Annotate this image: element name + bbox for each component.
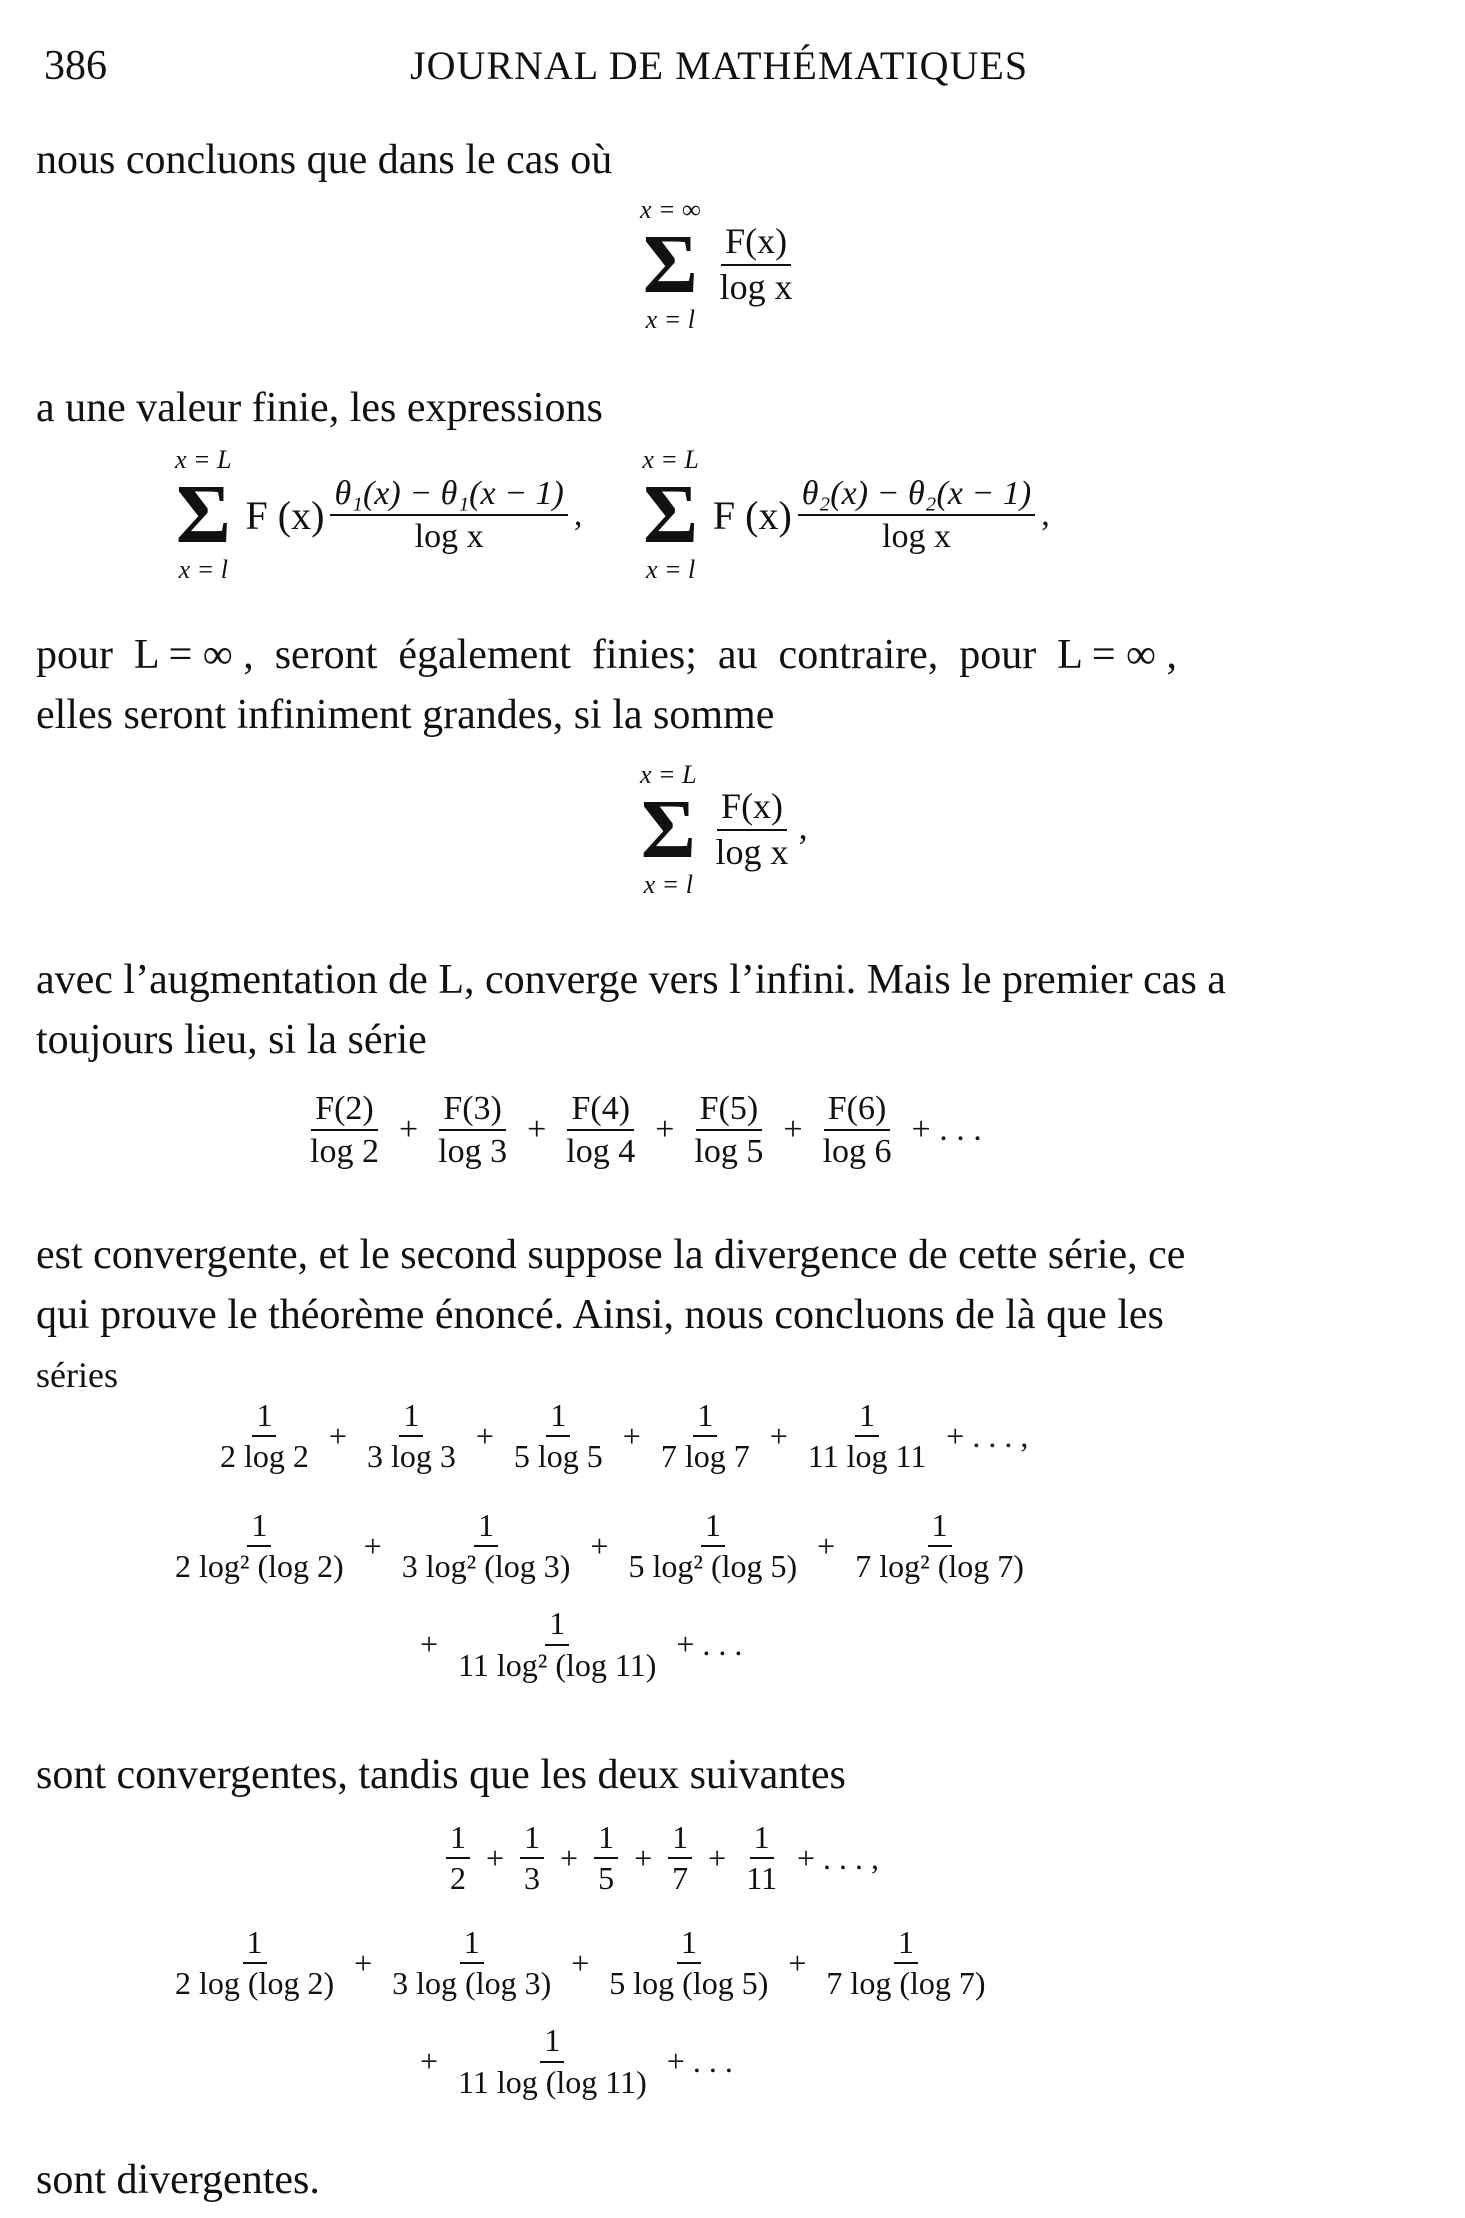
equation-series-F: [300, 1090, 992, 1171]
numerator: 1: [668, 1820, 692, 1859]
summation: [640, 760, 697, 900]
numerator: F(4): [567, 1090, 634, 1131]
paragraph-5: [36, 1225, 1436, 1405]
numerator: 1: [546, 1398, 570, 1437]
denominator: log x: [719, 267, 793, 307]
numerator: 1: [677, 1925, 701, 1964]
denominator: 3 log 3: [366, 1438, 456, 1475]
plus: +: [769, 1417, 788, 1454]
denominator: 5 log (log 5): [609, 1965, 769, 2002]
numerator: 1: [520, 1820, 544, 1859]
fraction: [716, 222, 797, 307]
numerator: F(x): [721, 222, 791, 266]
plus: +: [634, 1839, 653, 1876]
term-1: [171, 1508, 348, 1584]
term-3: [594, 1820, 618, 1896]
term-1: [216, 1398, 313, 1474]
numerator: 1: [701, 1508, 725, 1547]
paragraph-4-line-1: avec l’augmentation de L, converge vers l’infini. Mais le premier cas a: [36, 957, 1226, 1003]
sum-lower-limit: x = l: [178, 555, 228, 584]
term-4: [822, 1925, 989, 2001]
denominator: 5 log 5: [513, 1438, 603, 1475]
sigma-symbol: Σ: [640, 783, 696, 876]
equation-two-expressions: [175, 445, 1050, 585]
equation-line-2: [410, 2023, 1365, 2099]
paragraph-4-line-2: toujours lieu, si la série: [36, 1017, 427, 1063]
separator: ,: [1041, 496, 1050, 533]
term-3: [510, 1398, 607, 1474]
term-4: [690, 1090, 767, 1171]
paragraph-5-line-1: est convergente, et le second suppose la divergence de cette série, ce: [36, 1232, 1186, 1278]
numerator: F(2): [311, 1090, 378, 1131]
fraction: [712, 787, 793, 872]
sum-lower-limit: x = l: [643, 870, 693, 899]
denominator: log x: [882, 518, 951, 555]
equation-line-2: [410, 1606, 1365, 1682]
denominator: 7 log (log 7): [826, 1965, 986, 2002]
paragraph-6: sont convergentes, tandis que les deux suivantes: [36, 1752, 846, 1798]
plus: +: [622, 1417, 641, 1454]
plus: +: [363, 1527, 382, 1564]
denominator: log x: [414, 518, 484, 555]
numerator: 1: [545, 1606, 569, 1645]
plus: +: [486, 1839, 505, 1876]
numerator: F(5): [696, 1090, 763, 1131]
denominator: log x: [715, 832, 789, 872]
sigma-symbol: Σ: [175, 468, 231, 561]
equation-partial-sum: [640, 760, 808, 900]
denominator: 11 log² (log 11): [458, 1646, 657, 1683]
denominator: 5: [598, 1860, 615, 1897]
paragraph-2: a une valeur finie, les expressions: [36, 385, 603, 431]
paragraph-5-line-2: qui prouve le théorème énoncé. Ainsi, nous concluons de là que les: [36, 1292, 1164, 1338]
denominator: 7 log² (log 7): [855, 1548, 1024, 1585]
plus: +: [328, 1417, 347, 1454]
denominator: 5 log² (log 5): [628, 1548, 798, 1585]
denominator: 3: [524, 1860, 541, 1897]
sum-upper-limit: x = ∞: [640, 195, 701, 224]
term-5: [804, 1398, 931, 1474]
denominator: 2 log 2: [220, 1438, 309, 1475]
series-tail: + . . .: [676, 1626, 743, 1663]
denominator: 3 log (log 3): [392, 1965, 552, 2002]
fraction: [798, 475, 1035, 556]
numerator: 1: [252, 1398, 276, 1437]
denominator: 7 log 7: [660, 1438, 750, 1475]
numerator: F(6): [824, 1090, 891, 1131]
term-2: [363, 1398, 460, 1474]
numerator: 1: [460, 1925, 484, 1964]
series-tail: + . . .: [911, 1111, 982, 1149]
sum-upper-limit: x = L: [175, 445, 232, 474]
paragraph-3-line-1: pour L = ∞ , seront également finies; au contraire, pour L = ∞ ,: [36, 632, 1177, 678]
term-3: [605, 1925, 772, 2001]
denominator: 2 log² (log 2): [175, 1548, 344, 1585]
equation-line-1: [165, 1508, 1365, 1584]
numerator: 1: [540, 2023, 564, 2062]
denominator: log 6: [822, 1133, 892, 1171]
numerator: 1: [399, 1398, 423, 1437]
denominator: 2: [450, 1860, 466, 1897]
summation-right: [642, 445, 699, 585]
term-2: [434, 1090, 511, 1171]
fraction: [330, 475, 567, 556]
term-3: [624, 1508, 801, 1584]
numerator: 1: [594, 1820, 618, 1859]
term-4: [668, 1820, 692, 1896]
plus: +: [817, 1527, 836, 1564]
term-1: [171, 1925, 338, 2001]
plus: +: [655, 1111, 675, 1149]
term-1: [306, 1090, 383, 1171]
term-2: [398, 1508, 575, 1584]
denominator: 3 log² (log 3): [401, 1548, 571, 1585]
factor: F (x): [712, 492, 792, 538]
denominator: log 5: [694, 1133, 764, 1171]
term-4: [851, 1508, 1028, 1584]
plus: +: [420, 2043, 439, 2080]
term-5: [742, 1820, 781, 1896]
sum-lower-limit: x = l: [645, 555, 696, 584]
paragraph-7: sont divergentes.: [36, 2157, 320, 2203]
numerator: 1: [928, 1508, 952, 1547]
page-header: [0, 42, 1465, 102]
plus: +: [398, 1111, 419, 1149]
plus: +: [590, 1527, 609, 1564]
numerator: 1: [243, 1925, 267, 1964]
plus: +: [354, 1944, 373, 1981]
term-5: [454, 1606, 660, 1682]
numerator: 1: [894, 1925, 918, 1964]
numerator: F(3): [439, 1090, 506, 1131]
summation: [640, 195, 701, 335]
numerator: 1: [446, 1820, 470, 1859]
paragraph-3: [36, 625, 1436, 745]
denominator: 7: [672, 1860, 689, 1897]
sigma-symbol: Σ: [643, 468, 699, 561]
plus: +: [708, 1839, 727, 1876]
summation-left: [175, 445, 232, 585]
paragraph-3-line-2: elles seront infiniment grandes, si la somme: [36, 692, 775, 738]
paragraph-5-line-3: séries: [36, 1355, 118, 1395]
sum-lower-limit: x = l: [645, 305, 695, 334]
sum-upper-limit: x = L: [640, 760, 697, 789]
plus: +: [527, 1111, 547, 1149]
plus: +: [420, 1626, 439, 1663]
numerator: 1: [247, 1508, 271, 1547]
numerator: 1: [474, 1508, 498, 1547]
equation-series-nlog2loglog: [165, 1508, 1365, 1683]
numerator: 1: [855, 1398, 879, 1437]
equation-series-nloglog: [165, 1925, 1365, 2100]
series-tail: + . . .: [666, 2043, 733, 2080]
term-5: [819, 1090, 896, 1171]
plus: +: [571, 1944, 590, 1981]
series-tail: + . . . ,: [797, 1839, 880, 1876]
term-1: [446, 1820, 470, 1896]
paragraph-4: [36, 950, 1436, 1070]
equation-sum-infinite: [640, 195, 803, 335]
denominator: 11 log (log 11): [458, 2063, 647, 2100]
numerator: θ₁(x) − θ₁(x − 1): [330, 475, 567, 516]
numerator: 1: [693, 1398, 717, 1437]
term-3: [562, 1090, 639, 1171]
denominator: 11: [746, 1860, 777, 1897]
plus: +: [560, 1839, 579, 1876]
page-number: 386: [44, 43, 107, 89]
sum-upper-limit: x = L: [642, 445, 699, 474]
paragraph-1: nous concluons que dans le cas où: [36, 137, 613, 183]
plus: +: [788, 1944, 807, 1981]
running-title: JOURNAL DE MATHÉMATIQUES: [410, 43, 1029, 88]
series-tail: + . . . ,: [946, 1417, 1029, 1454]
denominator: log 3: [438, 1133, 508, 1171]
numerator: F(x): [717, 787, 787, 831]
equation-series-reciprocal-primes: [440, 1820, 889, 1896]
plus: +: [783, 1111, 803, 1149]
factor: F (x): [245, 492, 325, 538]
sigma-symbol: Σ: [642, 218, 698, 311]
denominator: 2 log (log 2): [175, 1965, 335, 2002]
separator: ,: [798, 806, 808, 847]
denominator: log 2: [310, 1133, 379, 1171]
equation-series-nlogn: [210, 1398, 1038, 1474]
plus: +: [475, 1417, 494, 1454]
term-2: [388, 1925, 555, 2001]
equation-line-1: [165, 1925, 1365, 2001]
term-4: [657, 1398, 754, 1474]
term-2: [520, 1820, 544, 1896]
numerator: θ₂(x) − θ₂(x − 1): [798, 475, 1035, 516]
denominator: log 4: [566, 1133, 636, 1171]
numerator: 1: [750, 1820, 774, 1859]
separator: ,: [573, 496, 583, 533]
term-5: [454, 2023, 651, 2099]
denominator: 11 log 11: [807, 1438, 927, 1475]
